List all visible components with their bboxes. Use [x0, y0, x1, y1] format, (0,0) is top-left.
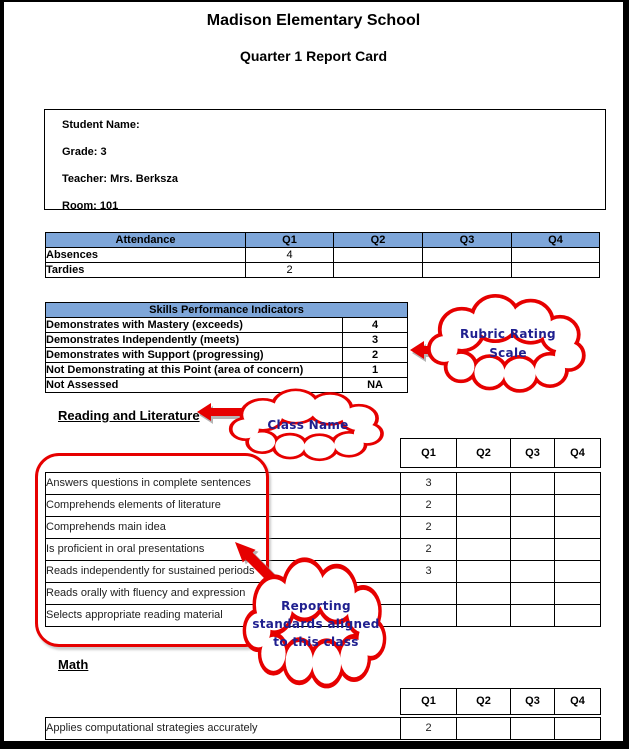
attendance-value: 2	[246, 263, 334, 278]
table-row	[46, 348, 408, 363]
skills-table	[45, 302, 408, 393]
table-row	[46, 263, 600, 278]
math-section-heading: Math	[58, 657, 89, 672]
skill-label: Not Assessed	[46, 378, 343, 393]
reading-quarter-header	[400, 438, 601, 468]
quarter-header-row	[401, 439, 601, 468]
quarter-header: Q2	[334, 233, 423, 248]
quarter-header: Q1	[246, 233, 334, 248]
report-title: Quarter 1 Report Card	[239, 48, 388, 64]
school-title: Madison Elementary School	[206, 12, 421, 29]
grade-cell: 2	[401, 539, 457, 561]
grade-cell	[457, 517, 511, 539]
reporting-callout-line3: to this class	[273, 635, 359, 649]
attendance-value	[423, 248, 512, 263]
class-name-callout-label	[230, 392, 386, 458]
quarter-header: Q2	[457, 689, 511, 715]
grade-cell	[555, 561, 601, 583]
attendance-row-label: Tardies	[46, 263, 246, 278]
grade-cell: 3	[401, 561, 457, 583]
reporting-callout-line1: Reporting	[281, 599, 351, 613]
grade-cell	[401, 583, 457, 605]
room-label: Room: 101	[62, 200, 119, 212]
attendance-value: 4	[246, 248, 334, 263]
grade-cell	[511, 495, 555, 517]
quarter-header-row	[401, 689, 601, 715]
grade-cell: 2	[401, 718, 457, 740]
reporting-callout-label	[242, 564, 390, 684]
skill-label: Demonstrates with Mastery (exceeds)	[46, 318, 343, 333]
teacher-label: Teacher: Mrs. Berksza	[62, 173, 178, 185]
grade-cell: 3	[401, 473, 457, 495]
skill-value: 2	[343, 348, 408, 363]
grade-cell	[511, 718, 555, 740]
quarter-header: Q1	[401, 439, 457, 468]
grade-cell	[555, 583, 601, 605]
standard-label: Answers questions in complete sentences	[46, 473, 401, 495]
skill-value: 4	[343, 318, 408, 333]
rubric-callout-label	[428, 298, 588, 390]
grade-cell: 2	[401, 517, 457, 539]
standard-label: Applies computational strategies accurately	[46, 718, 401, 740]
quarter-header: Q1	[401, 689, 457, 715]
attendance-value	[512, 248, 600, 263]
skill-value: 3	[343, 333, 408, 348]
grade-cell	[511, 473, 555, 495]
attendance-row-label: Absences	[46, 248, 246, 263]
grade-cell	[511, 583, 555, 605]
quarter-header: Q3	[423, 233, 512, 248]
grade-cell	[511, 539, 555, 561]
standard-label: Comprehends main idea	[46, 517, 401, 539]
standard-label: Reads orally with fluency and expression	[46, 583, 401, 605]
quarter-header: Q2	[457, 439, 511, 468]
skills-header: Skills Performance Indicators	[46, 303, 408, 318]
grade-cell	[555, 473, 601, 495]
skill-label: Demonstrates Independently (meets)	[46, 333, 343, 348]
attendance-value	[423, 263, 512, 278]
quarter-header: Q3	[511, 439, 555, 468]
attendance-header-row	[46, 233, 600, 248]
grade-cell	[555, 539, 601, 561]
quarter-header: Q4	[512, 233, 600, 248]
attendance-header: Attendance	[46, 233, 246, 248]
grade-cell	[511, 517, 555, 539]
table-row	[46, 333, 408, 348]
reading-section-heading: Reading and Literature	[58, 408, 200, 423]
student-name-label: Student Name:	[62, 119, 140, 131]
quarter-header: Q4	[555, 439, 601, 468]
reporting-callout-line2: standards aligned	[252, 617, 380, 631]
grade-cell	[555, 517, 601, 539]
grade-cell	[457, 539, 511, 561]
quarter-header: Q3	[511, 689, 555, 715]
quarter-header: Q4	[555, 689, 601, 715]
standard-label: Reads independently for sustained periods	[46, 561, 401, 583]
grade-cell	[511, 561, 555, 583]
skill-value: NA	[343, 378, 408, 393]
grade-cell	[457, 605, 511, 627]
grade-cell	[457, 495, 511, 517]
grade-cell	[457, 583, 511, 605]
attendance-table	[45, 232, 600, 278]
math-quarter-header	[400, 688, 601, 715]
table-row	[46, 318, 408, 333]
standard-label: Is proficient in oral presentations	[46, 539, 401, 561]
grade-cell	[401, 605, 457, 627]
class-name-callout-line1: Class Name	[267, 417, 349, 432]
skill-value: 1	[343, 363, 408, 378]
grade-cell	[511, 605, 555, 627]
grade-cell	[555, 605, 601, 627]
rubric-callout-line1: Rubric Rating	[460, 327, 556, 341]
attendance-value	[334, 263, 423, 278]
grade-cell	[457, 473, 511, 495]
grade-cell	[457, 718, 511, 740]
skill-label: Not Demonstrating at this Point (area of concern)	[46, 363, 343, 378]
grade-cell	[457, 561, 511, 583]
grade-cell: 2	[401, 495, 457, 517]
grade-label: Grade: 3	[62, 146, 107, 158]
math-standards-table	[45, 717, 601, 740]
skill-label: Demonstrates with Support (progressing)	[46, 348, 343, 363]
skills-header-row	[46, 303, 408, 318]
attendance-value	[334, 248, 423, 263]
standard-label: Selects appropriate reading material	[46, 605, 401, 627]
student-info-box	[44, 109, 606, 210]
table-row	[46, 363, 408, 378]
grade-cell	[555, 718, 601, 740]
rubric-callout-line2: Scale	[489, 346, 527, 360]
standard-label: Comprehends elements of literature	[46, 495, 401, 517]
attendance-value	[512, 263, 600, 278]
table-row	[46, 248, 600, 263]
table-row	[46, 718, 601, 740]
grade-cell	[555, 495, 601, 517]
